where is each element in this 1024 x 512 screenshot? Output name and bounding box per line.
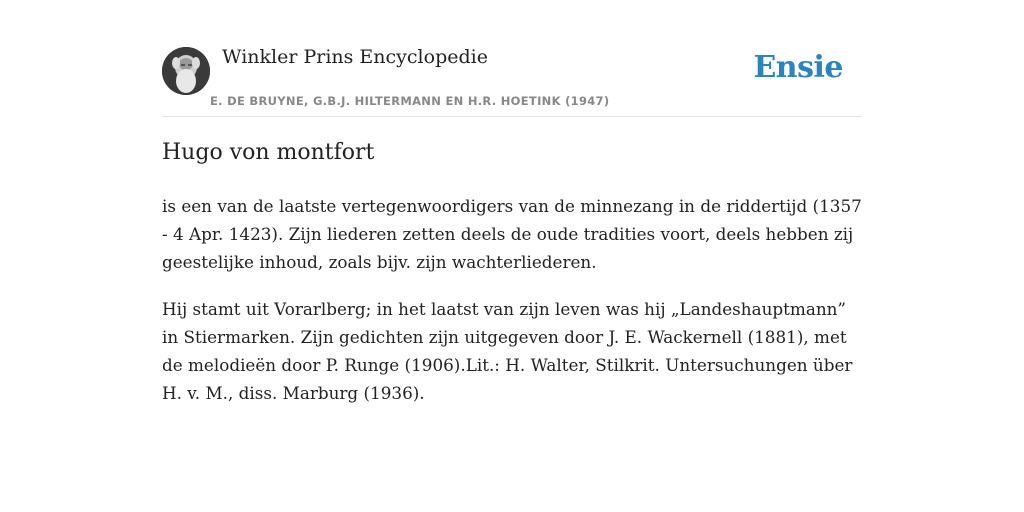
- source-authors: E. DE BRUYNE, G.B.J. HILTERMANN EN H.R. HOETINK (1947): [210, 94, 610, 108]
- entry-paragraph: is een van de laatste vertegenwoordigers van de minnezang in de riddertijd (1357 - 4 Apr. 1423). Zijn liederen zetten deels de oude tradities voort, deels hebben zij geestelijke inhoud, zoals bijv. zijn wachterliederen.: [162, 196, 862, 272]
- source-header: [162, 44, 862, 117]
- author-avatar: [162, 47, 210, 95]
- entry-paragraph: Hij stamt uit Vorarlberg; in het laatst van zijn leven was hij „Landeshauptmann” in Stiermarken. Zijn gedichten zijn uitgegeven door J. E. Wackernell (1881), met de melodieën door P. Runge (1906).Lit.: H. Walter, Stilkrit. Untersuchungen über H. v. M., diss. Marburg (1936).: [162, 299, 853, 403]
- entry-body: [162, 192, 862, 426]
- brand-logo[interactable]: Ensie: [753, 50, 843, 85]
- entry-title: Hugo von montfort: [162, 140, 375, 165]
- author-portrait-icon: [162, 47, 210, 95]
- source-title[interactable]: Winkler Prins Encyclopedie: [222, 46, 488, 68]
